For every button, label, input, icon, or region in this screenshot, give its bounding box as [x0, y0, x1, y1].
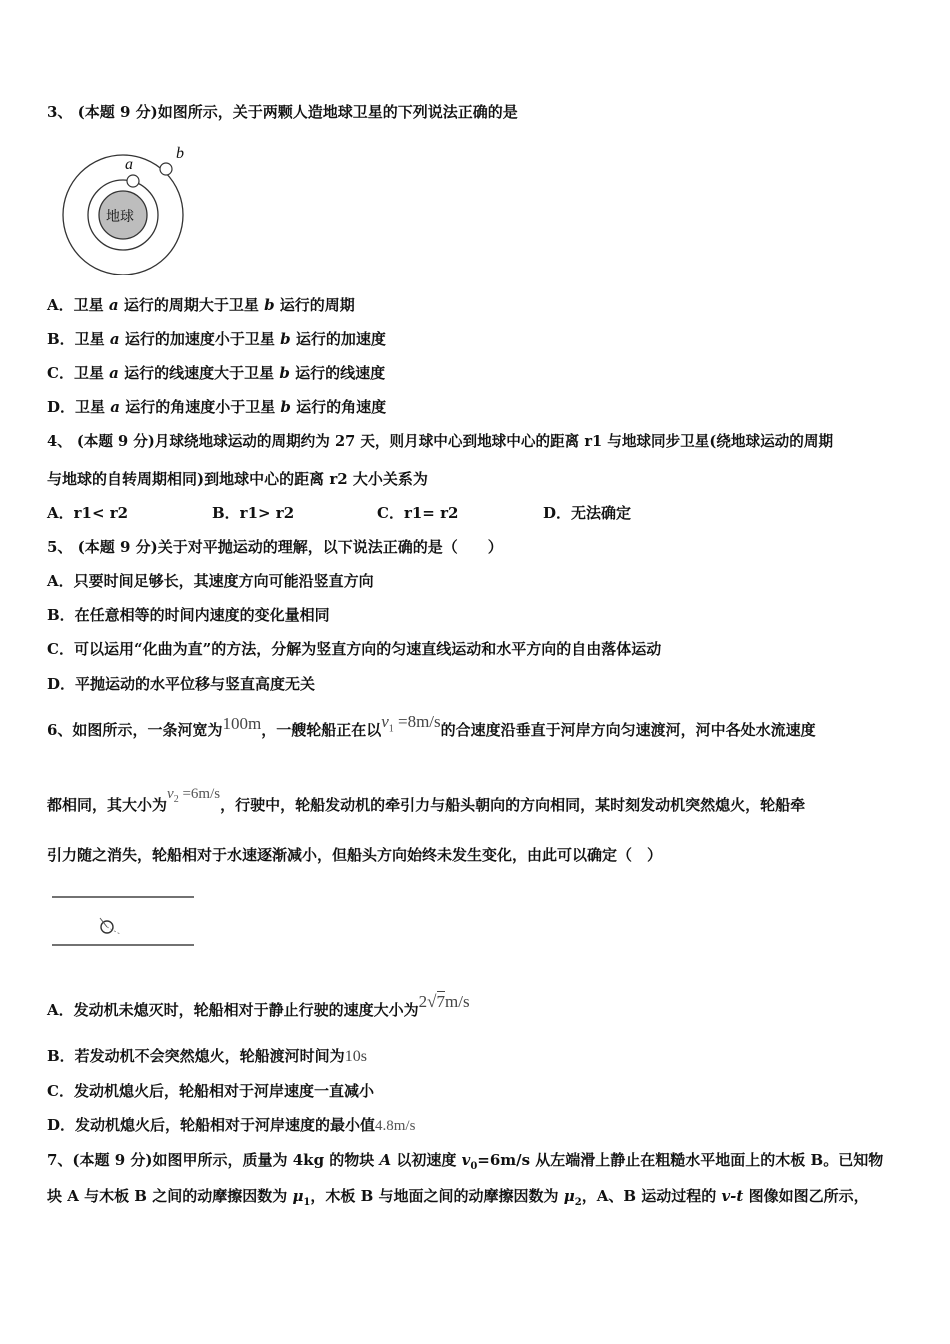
q3-stem: 3、 (本题 9 分)如图所示，关于两颗人造地球卫星的下列说法正确的是: [47, 103, 518, 121]
q6-stem-line1: 6、如图所示，一条河宽为100m，一艘轮船正在以$v_1 =8m/s$的合速度沿垂直于河岸方向匀速渡河，河中各处水流速度: [47, 712, 816, 739]
q6-stem-line3: 引力随之消失，轮船相对于水速逐渐减小，但船头方向始终未发生变化，由此可以确定（ ）: [47, 846, 663, 864]
q4-stem-line2: 与地球的自转周期相同)到地球中心的距离 r2 大小关系为: [47, 470, 428, 488]
q4-stem-line1: 4、 (本题 9 分)月球绕地球运动的周期约为 27 天，则月球中心到地球中心的距离 r1 与地球同步卫星(绕地球运动的周期: [47, 433, 834, 450]
q6-option-d: D．发动机熄火后，轮船相对于河岸速度的最小值4.8m/s: [47, 1116, 416, 1134]
q5-option-d: D．平抛运动的水平位移与竖直高度无关: [47, 675, 316, 693]
q4-option-c: C．r1= r2: [377, 504, 459, 522]
q4-option-a: A．r1< r2: [47, 504, 129, 522]
satellite-a-label: a: [125, 156, 133, 173]
orbit-figure: [58, 140, 193, 275]
q5-option-c: C．可以运用“化曲为直”的方法，分解为竖直方向的匀速直线运动和水平方向的自由落体运动: [47, 640, 662, 658]
q6-stem-line2: 都相同，其大小为$v_2 =6m/s$，行驶中，轮船发动机的牵引力与船头朝向的方向相同，某时刻发动机突然熄火，轮船牵: [47, 786, 806, 814]
river-figure: [50, 890, 200, 952]
q6-option-c: C．发动机熄火后，轮船相对于河岸速度一直减小: [47, 1082, 374, 1100]
q7-stem-line1: 7、(本题 9 分)如图甲所示，质量为 4kg 的物块 A 以初速度 $v_0=6m/s$ 从左端滑上静止在粗糙水平地面上的木板 B。已知物: [47, 1151, 884, 1172]
q3-option-c: C．卫星 a 运行的线速度大于卫星 b 运行的线速度: [47, 364, 386, 382]
q6-option-b: B．若发动机不会突然熄火，轮船渡河时间为10s: [47, 1047, 367, 1065]
q5-option-a: A．只要时间足够长，其速度方向可能沿竖直方向: [47, 572, 374, 590]
q3-option-b: B．卫星 a 运行的加速度小于卫星 b 运行的加速度: [47, 330, 386, 348]
q5-option-b: B．在任意相等的时间内速度的变化量相同: [47, 606, 330, 624]
satellite-a: [127, 175, 139, 187]
satellite-b-label: b: [176, 145, 184, 162]
q6-option-a: A．发动机未熄灭时，轮船相对于静止行驶的速度大小为2√7m/s: [47, 992, 470, 1019]
satellite-b: [160, 163, 172, 175]
q4-option-b: B．r1> r2: [212, 504, 295, 522]
q4-option-d: D．无法确定: [543, 504, 632, 522]
q3-option-d: D．卫星 a 运行的角速度小于卫星 b 运行的角速度: [47, 398, 387, 416]
earth-label: 地球: [106, 210, 134, 225]
q7-stem-line2: 块 A 与木板 B 之间的动摩擦因数为 $\mu_1$，木板 B 与地面之间的动摩擦因数为 $\mu_2$，A、B 运动过程的 v-t 图像如图乙所示，: [47, 1187, 869, 1208]
q5-stem: 5、 (本题 9 分)关于对平抛运动的理解，以下说法正确的是（ ）: [47, 538, 503, 556]
q3-option-a: A．卫星 a 运行的周期大于卫星 b 运行的周期: [47, 296, 355, 314]
